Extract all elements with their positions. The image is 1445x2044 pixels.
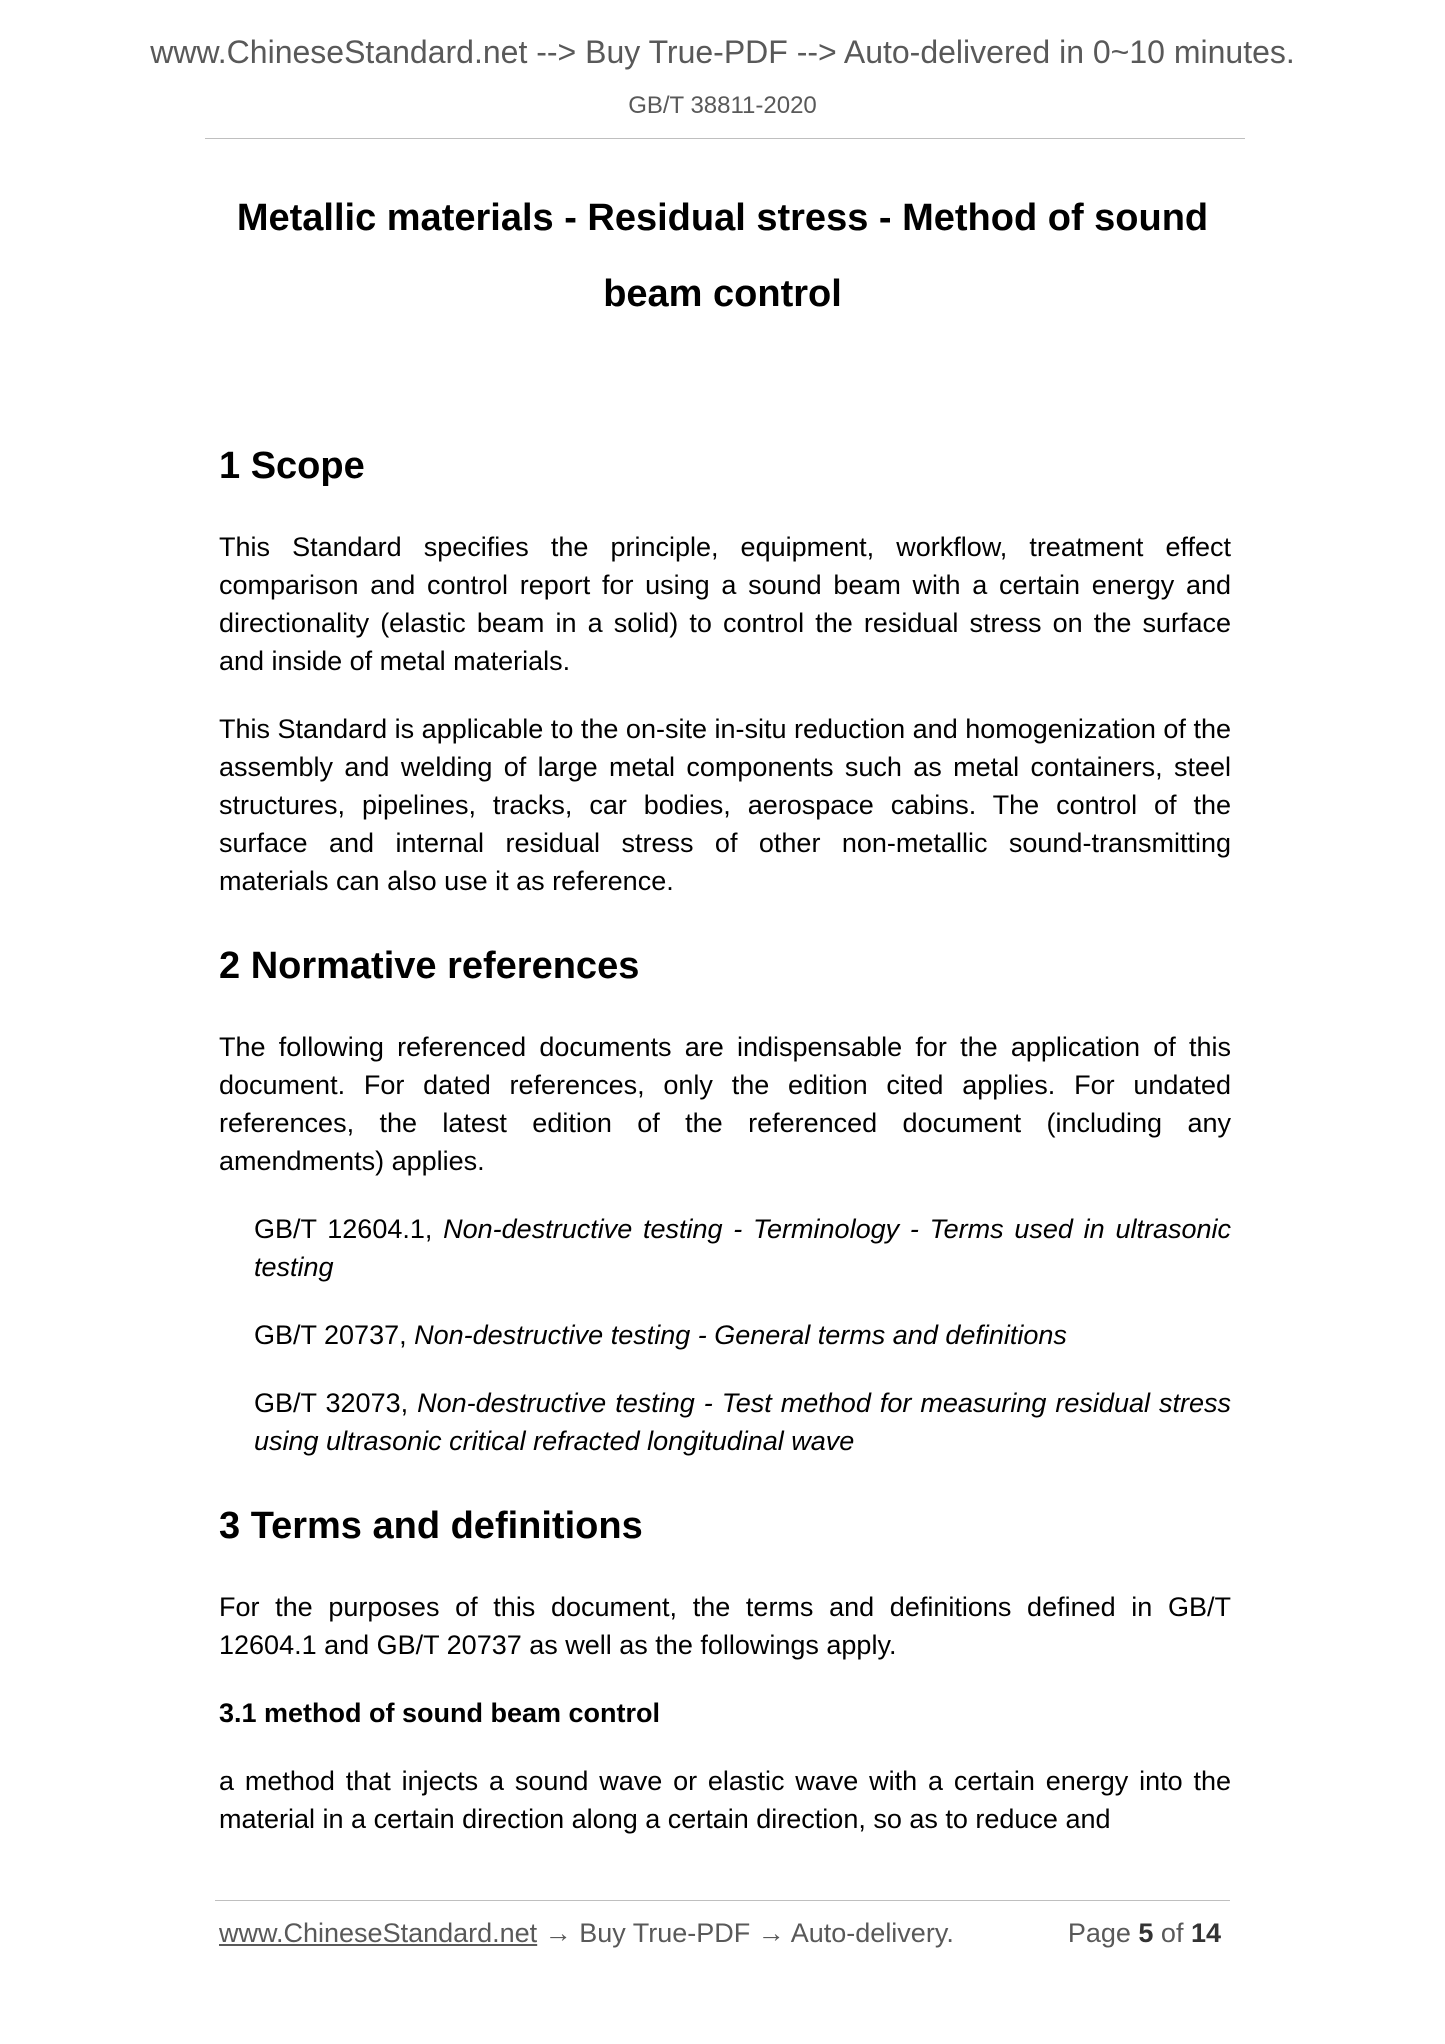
footer-website-link[interactable]: www.ChineseStandard.net [219,1918,538,1948]
term-definition: a method that injects a sound wave or elastic wave with a certain energy into the material in a certain direction along a certain direction, so as to reduce and [219,1766,1231,1834]
reference-item [254,1316,1231,1354]
reference-code: GB/T 12604.1, [254,1214,444,1244]
reference-title: Non-destructive testing - Test method for measuring residual stress using ultrasonic critical refracted longitudinal wave [254,1388,1231,1456]
document-title [200,180,1245,332]
download-banner: www.ChineseStandard.net --> Buy True-PDF --> Auto-delivered in 0~10 minutes. [150,34,1295,70]
reference-title: Non-destructive testing - Terminology - Terms used in ultrasonic testing [254,1214,1232,1282]
total-page-number: 14 [1190,1918,1221,1948]
standard-number: GB/T 38811-2020 [628,92,817,119]
reference-item [254,1384,1231,1460]
reference-code: GB/T 20737, [254,1320,415,1350]
section-heading-scope: 1 Scope [219,445,365,487]
terms-paragraph: For the purposes of this document, the terms and definitions defined in GB/T 12604.1 and GB/T 20737 as well as the followings apply. [219,1592,1231,1660]
reference-item [254,1210,1231,1286]
scope-paragraph-2: This Standard is applicable to the on-site in-situ reduction and homogenization of the assembly and welding of large metal components such as metal containers, steel structures, pipelines, tracks, car bodies, aerospace cabins. The control of the surface and internal residual stress of other non-metallic sound-transmitting materials can also use it as reference. [219,714,1231,896]
reference-code: GB/T 32073, [254,1388,418,1418]
footer-divider [215,1900,1230,1901]
page-footer [219,1918,1231,1949]
scope-paragraph-1: This Standard specifies the principle, equipment, workflow, treatment effect comparison and control report for using a sound beam with a certain energy and directionality (elastic beam in a solid) to control the residual stress on the surface and inside of metal materials. [219,532,1231,676]
title-line-2: beam control [603,273,842,315]
reference-title: Non-destructive testing - General terms and definitions [414,1320,1067,1350]
page-indicator: Page 5 of 14 [1067,1918,1221,1948]
header-divider [205,138,1245,139]
title-line-1: Metallic materials - Residual stress - Method of sound [236,197,1209,239]
current-page-number: 5 [1138,1918,1154,1948]
footer-tagline: → Buy True-PDF → Auto-delivery. [537,1918,954,1948]
document-body [219,440,1231,1838]
term-heading: 3.1 method of sound beam control [219,1698,661,1728]
section-heading-terms: 3 Terms and definitions [219,1505,643,1547]
normative-paragraph: The following referenced documents are indispensable for the application of this document. For dated references, only the edition cited applies. For undated references, the latest edition of the referenced document (including any amendments) applies. [219,1032,1231,1176]
section-heading-normative: 2 Normative references [219,945,640,987]
